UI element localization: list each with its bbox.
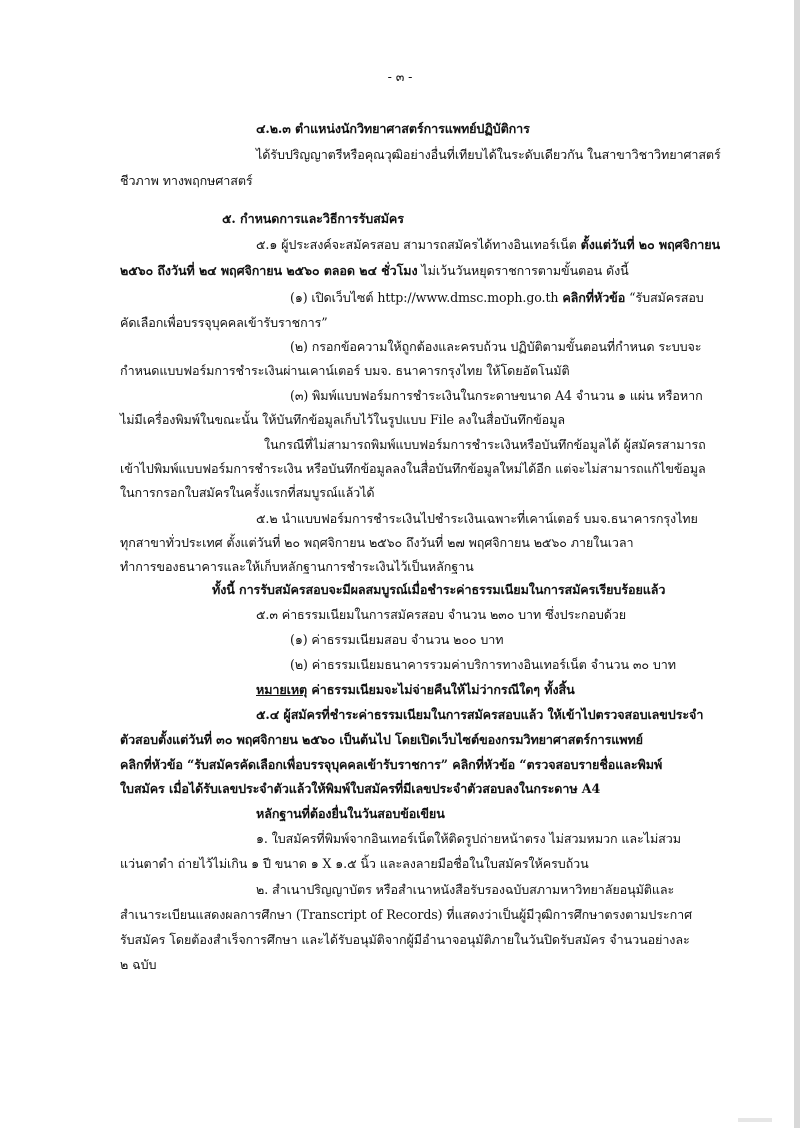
evidence-item2-line2: สำเนาระเบียนแสดงผลการศึกษา (Transcript of Records) ที่แสดงว่าเป็นผู้มีวุฒิการศึกษาตรงตามประกาศ	[120, 907, 692, 922]
remark-label: หมายเหตุ	[256, 682, 308, 697]
scan-mark	[738, 1118, 772, 1122]
p51-step1	[290, 289, 704, 307]
p51-line2-dates: ๒๕๖๐ ถึงวันที่ ๒๔ พฤศจิกายน ๒๕๖๐ ตลอด ๒๔ ชั่วโมง	[120, 263, 418, 278]
p52-line3: ทำการของธนาคารและให้เก็บหลักฐานการชำระเงินไว้เป็นหลักฐาน	[120, 559, 474, 574]
section-4-2-3-heading: ๔.๒.๓ ตำแหน่งนักวิทยาศาสตร์การแพทย์ปฏิบัติการ	[256, 121, 530, 136]
p51-line2	[120, 262, 629, 280]
p52-line1: ๕.๒ นำแบบฟอร์มการชำระเงินไปชำระเงินเฉพาะที่เคาน์เตอร์ บมจ.ธนาคารกรุงไทย	[256, 511, 698, 526]
page-number: - ๓ -	[387, 69, 413, 84]
scan-edge	[794, 0, 800, 1128]
p51-step1-text: (๑) เปิดเว็บไซต์ http://www.dmsc.moph.go.th	[290, 290, 563, 305]
evidence-item1-line1: ๑. ใบสมัครที่พิมพ์จากอินเทอร์เน็ตให้ติดรูปถ่ายหน้าตรง ไม่สวมหมวก และไม่สวม	[256, 831, 681, 846]
p53-line1: ๕.๓ ค่าธรรมเนียมในการสมัครสอบ จำนวน ๒๓๐ บาท ซึ่งประกอบด้วย	[256, 607, 627, 622]
p51-step1-line2: คัดเลือกเพื่อบรรจุบุคคลเข้ารับราชการ”	[120, 315, 328, 330]
section-4-2-3-line2: ชีวภาพ ทางพฤกษศาสตร์	[120, 173, 253, 188]
p51-step1-quote: “รับสมัครสอบ	[625, 290, 704, 305]
p54-line1: ๕.๔ ผู้สมัครที่ชำระค่าธรรมเนียมในการสมัครสอบแล้ว ให้เข้าไปตรวจสอบเลขประจำ	[256, 707, 704, 722]
p51-step2-line1: (๒) กรอกข้อความให้ถูกต้องและครบถ้วน ปฏิบัติตามขั้นตอนที่กำหนด ระบบจะ	[290, 339, 702, 354]
section-5-heading: ๕. กำหนดการและวิธีการรับสมัคร	[222, 211, 404, 226]
p54-line4: ใบสมัคร เมื่อได้รับเลขประจำตัวแล้วให้พิมพ์ใบสมัครที่มีเลขประจำตัวสอบลงในกระดาษ A4	[120, 781, 601, 796]
p51-line2-text: ไม่เว้นวันหยุดราชการตามขั้นตอน ดังนี้	[417, 263, 629, 278]
evidence-item1-line2: แว่นตาดำ ถ่ายไว้ไม่เกิน ๑ ปี ขนาด ๑ X ๑.๕ นิ้ว และลงลายมือชื่อในใบสมัครให้ครบถ้วน	[120, 856, 589, 871]
p52-line2: ทุกสาขาทั่วประเทศ ตั้งแต่วันที่ ๒๐ พฤศจิกายน ๒๕๖๐ ถึงวันที่ ๒๗ พฤศจิกายน ๒๕๖๐ ภายในเวลา	[120, 535, 634, 550]
p54-line2: ตัวสอบตั้งแต่วันที่ ๓๐ พฤศจิกายน ๒๕๖๐ เป็นต้นไป โดยเปิดเว็บไซต์ของกรมวิทยาศาสตร์การแพทย์	[120, 732, 643, 747]
evidence-item2-line1: ๒. สำเนาปริญญาบัตร หรือสำเนาหนังสือรับรองฉบับสภามหาวิทยาลัยอนุมัติและ	[256, 882, 675, 897]
p51-step3-line2: ไม่มีเครื่องพิมพ์ในขณะนั้น ให้บันทึกข้อมูลเก็บไว้ในรูปแบบ File ลงในสื่อบันทึกข้อมูล	[120, 412, 565, 427]
p53-item1: (๑) ค่าธรรมเนียมสอบ จำนวน ๒๐๐ บาท	[290, 632, 504, 647]
p51-line1-date: ตั้งแต่วันที่ ๒๐ พฤศจิกายน	[580, 237, 721, 252]
remark-text: ค่าธรรมเนียมจะไม่จ่ายคืนให้ไม่ว่ากรณีใดๆ ทั้งสิ้น	[307, 682, 575, 697]
p51-note-line1: ในกรณีที่ไม่สามารถพิมพ์แบบฟอร์มการชำระเงินหรือบันทึกข้อมูลได้ ผู้สมัครสามารถ	[264, 437, 706, 452]
p51-line1	[256, 236, 720, 254]
p51-note-line2: เข้าไปพิมพ์แบบฟอร์มการชำระเงิน หรือบันทึกข้อมูลลงในสื่อบันทึกข้อมูลใหม่ได้อีก แต่จะไม่สามารถแก้ไขข้อมูล	[120, 461, 706, 476]
p51-step1-click: คลิกที่หัวข้อ	[562, 290, 626, 305]
evidence-item2-line4: ๒ ฉบับ	[120, 957, 157, 972]
section-4-2-3-line1: ได้รับปริญญาตรีหรือคุณวุฒิอย่างอื่นที่เทียบได้ในระดับเดียวกัน ในสาขาวิชาวิทยาศาสตร์	[256, 147, 721, 162]
p53-remark	[256, 681, 575, 699]
p53-item2: (๒) ค่าธรรมเนียมธนาคารรวมค่าบริการทางอินเทอร์เน็ต จำนวน ๓๐ บาท	[290, 657, 676, 672]
p51-step2-line2: กำหนดแบบฟอร์มการชำระเงินผ่านเคาน์เตอร์ บมจ. ธนาคารกรุงไทย ให้โดยอัตโนมัติ	[120, 363, 570, 378]
p51-step3-line1: (๓) พิมพ์แบบฟอร์มการชำระเงินในกระดาษขนาด A4 จำนวน ๑ แผ่น หรือหาก	[290, 388, 703, 403]
p54-line3: คลิกที่หัวข้อ “รับสมัครคัดเลือกเพื่อบรรจุบุคคลเข้ารับราชการ” คลิกที่หัวข้อ “ตรวจสอบรายชื่อและพิมพ์	[120, 757, 663, 772]
p51-note-line3: ในการกรอกใบสมัครในครั้งแรกที่สมบูรณ์แล้วได้	[120, 485, 375, 500]
p52-emphasis: ทั้งนี้ การรับสมัครสอบจะมีผลสมบูรณ์เมื่อชำระค่าธรรมเนียมในการสมัครเรียบร้อยแล้ว	[212, 582, 666, 597]
evidence-heading: หลักฐานที่ต้องยื่นในวันสอบข้อเขียน	[256, 806, 445, 821]
evidence-item2-line3: รับสมัคร โดยต้องสำเร็จการศึกษา และได้รับอนุมัติจากผู้มีอำนาจอนุมัติภายในวันปิดรับสมัคร จำนวนอย่างละ	[120, 932, 690, 947]
p51-line1-text: ๕.๑ ผู้ประสงค์จะสมัครสอบ สามารถสมัครได้ทางอินเทอร์เน็ต	[256, 237, 581, 252]
